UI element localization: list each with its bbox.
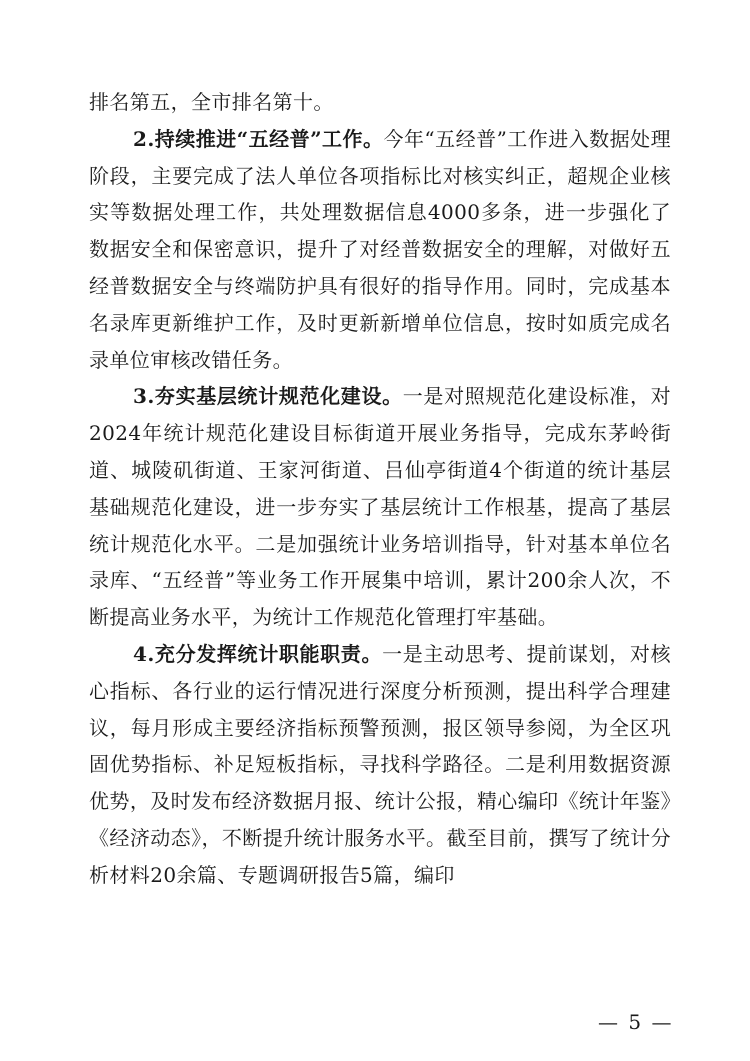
document-body (89, 84, 671, 894)
paragraph-heading: 3.夯实基层统计规范化建设。 (133, 384, 403, 409)
paragraph-text: 一是对照规范化建设标准，对2024年统计规范化建设目标街道开展业务指导，完成东茅岭街道、城陵矶街道、王家河街道、吕仙亭街道4个街道的统计基层基础规范化建设，进一步夯实了基层统计工作根基，提高了基层统计规范化水平。二是加强统计业务培训指导，针对基本单位名录库、“五经普”等业务工作开展集中培训，累计200余人次，不断提高业务水平，为统计工作规范化管理打牢基础。 (89, 384, 671, 630)
paragraph-item-2 (89, 121, 671, 379)
paragraph-continuation (89, 84, 671, 121)
paragraph-heading: 2.持续推进“五经普”工作。 (133, 126, 384, 151)
paragraph-item-4 (89, 636, 671, 894)
paragraph-text: 一是主动思考、提前谋划，对核心指标、各行业的运行情况进行深度分析预测，提出科学合理建议，每月形成主要经济指标预警预测，报区领导参阅，为全区巩固优势指标、补足短板指标，寻找科学路径。二是利用数据资源优势，及时发布经济数据月报、统计公报，精心编印《统计年鉴》《经济动态》，不断提升统计服务水平。截至目前，撰写了统计分析材料20余篇、专题调研报告5篇，编印 (89, 641, 671, 887)
paragraph-text: 排名第五，全市排名第十。 (89, 90, 334, 114)
paragraph-heading: 4.充分发挥统计职能职责。 (133, 641, 383, 666)
paragraph-item-3 (89, 378, 671, 636)
page-number: — 5 — (598, 1010, 674, 1034)
paragraph-text: 今年“五经普”工作进入数据处理阶段，主要完成了法人单位各项指标比对核实纠正，超规企业核实等数据处理工作，共处理数据信息4000多条，进一步强化了数据安全和保密意识，提升了对经普数据安全的理解，对做好五经普数据安全与终端防护具有很好的指导作用。同时，完成基本名录库更新维护工作，及时更新新增单位信息，按时如质完成名录单位审核改错任务。 (89, 126, 671, 372)
